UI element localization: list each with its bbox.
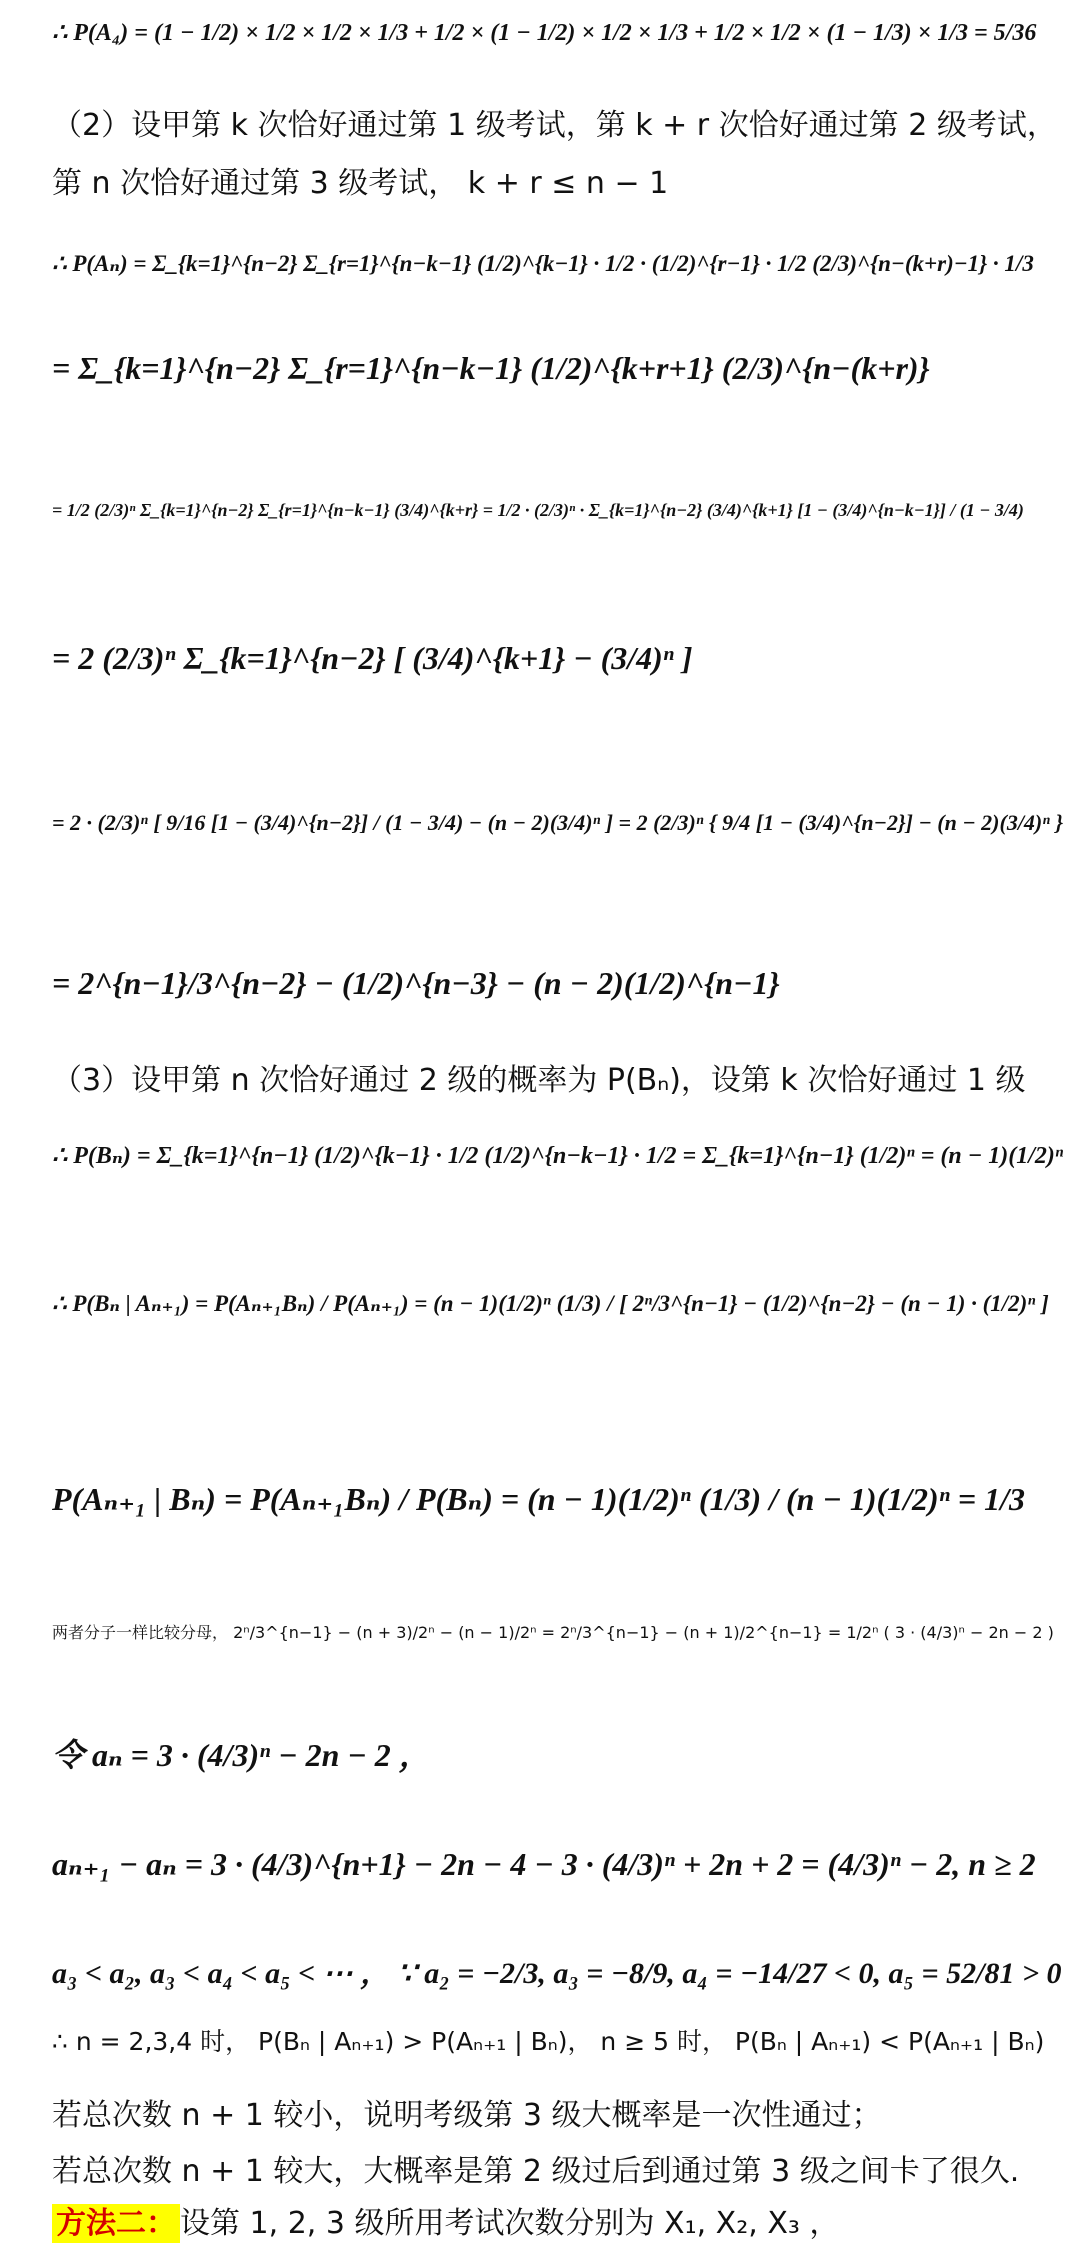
formula-p-bn-given-an1: ∴ P(Bₙ | Aₙ₊₁) = P(Aₙ₊₁Bₙ) / P(Aₙ₊₁) = (n − 1)(1/2)ⁿ (1/3) / [ 2ⁿ/3^{n−1} − (1/2)^{n−2} − (n − 1) · (1/2)ⁿ ] — [52, 1291, 1049, 1316]
formula-p-an-bracket: = 2 · (2/3)ⁿ [ 9/16 [1 − (3/4)^{n−2}] / (1 − 3/4) − (n − 2)(3/4)ⁿ ] = 2 (2/3)ⁿ { 9/4 [1 − (3/4)^{n−2}] − (n − 2)(3/4)ⁿ } — [52, 810, 1064, 835]
compare-denominators: 两者分子一样比较分母， 2ⁿ/3^{n−1} − (n + 3)/2ⁿ − (n − 1)/2ⁿ = 2ⁿ/3^{n−1} − (n + 1)/2^{n−1} = 1/2ⁿ ( 3 · (4/3)ⁿ − 2n − 2 ) — [52, 1623, 1054, 1642]
formula-p-an-double-sum: ∴ P(Aₙ) = Σ_{k=1}^{n−2} Σ_{r=1}^{n−k−1} (1/2)^{k−1} · 1/2 · (1/2)^{r−1} · 1/2 (2/3)^{n−(k+r)−1} · 1/3 — [52, 251, 1034, 276]
method-two-label: 方法二： — [52, 2204, 180, 2243]
formula-p-an-result: = 2^{n−1}/3^{n−2} − (1/2)^{n−3} − (n − 2)(1/2)^{n−1} — [52, 965, 780, 1001]
interpretation-small: 若总次数 n + 1 较小，说明考级第 3 级大概率是一次性通过； — [52, 2098, 882, 2133]
formula-p-an1-given-bn: P(Aₙ₊₁ | Bₙ) = P(Aₙ₊₁Bₙ) / P(Bₙ) = (n − 1)(1/2)ⁿ (1/3) / (n − 1)(1/2)ⁿ = 1/3 — [52, 1481, 1025, 1517]
formula-p-bn: ∴ P(Bₙ) = Σ_{k=1}^{n−1} (1/2)^{k−1} · 1/2 (1/2)^{n−k−1} · 1/2 = Σ_{k=1}^{n−1} (1/2)ⁿ = (n − 1)(1/2)ⁿ — [52, 1143, 1064, 1169]
method-two-line — [52, 2198, 839, 2242]
formula-p-an-step: = 2 (2/3)ⁿ Σ_{k=1}^{n−2} [ (3/4)^{k+1} − (3/4)ⁿ ] — [52, 640, 693, 676]
formula-p-an-simplified: = Σ_{k=1}^{n−2} Σ_{r=1}^{n−k−1} (1/2)^{k+r+1} (2/3)^{n−(k+r)} — [52, 350, 930, 386]
an-sequence-values: a₃ < a₂, a₃ < a₄ < a₅ < ⋯ ， ∵ a₂ = −2/3, a₃ = −8/9, a₄ = −14/27 < 0, a₅ = 52/81 > 0 — [52, 1957, 1062, 1990]
method-two-text: 设第 1, 2, 3 级所用考试次数分别为 X₁, X₂, X₃ ， — [180, 2206, 840, 2241]
formula-p-a4: ∴ P(A₄) = (1 − 1/2) × 1/2 × 1/2 × 1/3 + 1/2 × (1 − 1/2) × 1/2 × 1/3 + 1/2 × 1/2 × (1 − 1/3) × 1/3 = 5/36 — [52, 20, 1037, 46]
formula-p-an-geometric: = 1/2 (2/3)ⁿ Σ_{k=1}^{n−2} Σ_{r=1}^{n−k−1} (3/4)^{k+r} = 1/2 · (2/3)ⁿ · Σ_{k=1}^{n−2} (3/4)^{k+1} [1 − (3/4)^{n−k−1}] / (1 − 3/4) — [52, 500, 1024, 520]
part2-setup-line1: （2）设甲第 k 次恰好通过第 1 级考试，第 k + r 次恰好通过第 2 级考试， — [52, 108, 1057, 143]
define-an: 令 aₙ = 3 · (4/3)ⁿ − 2n − 2 ， — [52, 1737, 431, 1773]
conclusion-comparison: ∴ n = 2,3,4 时， P(Bₙ | Aₙ₊₁) > P(Aₙ₊₁ | Bₙ)， n ≥ 5 时， P(Bₙ | Aₙ₊₁) < P(Aₙ₊₁ | Bₙ) — [52, 2027, 1045, 2056]
formula-an-difference: aₙ₊₁ − aₙ = 3 · (4/3)^{n+1} − 2n − 4 − 3 · (4/3)ⁿ + 2n + 2 = (4/3)ⁿ − 2, n ≥ 2 — [52, 1846, 1036, 1882]
part2-setup-line2: 第 n 次恰好通过第 3 级考试， k + r ≤ n − 1 — [52, 166, 669, 201]
part3-setup: （3）设甲第 n 次恰好通过 2 级的概率为 P(Bₙ)，设第 k 次恰好通过 1 级 — [52, 1063, 1026, 1098]
interpretation-large: 若总次数 n + 1 较大，大概率是第 2 级过后到通过第 3 级之间卡了很久. — [52, 2154, 1020, 2189]
